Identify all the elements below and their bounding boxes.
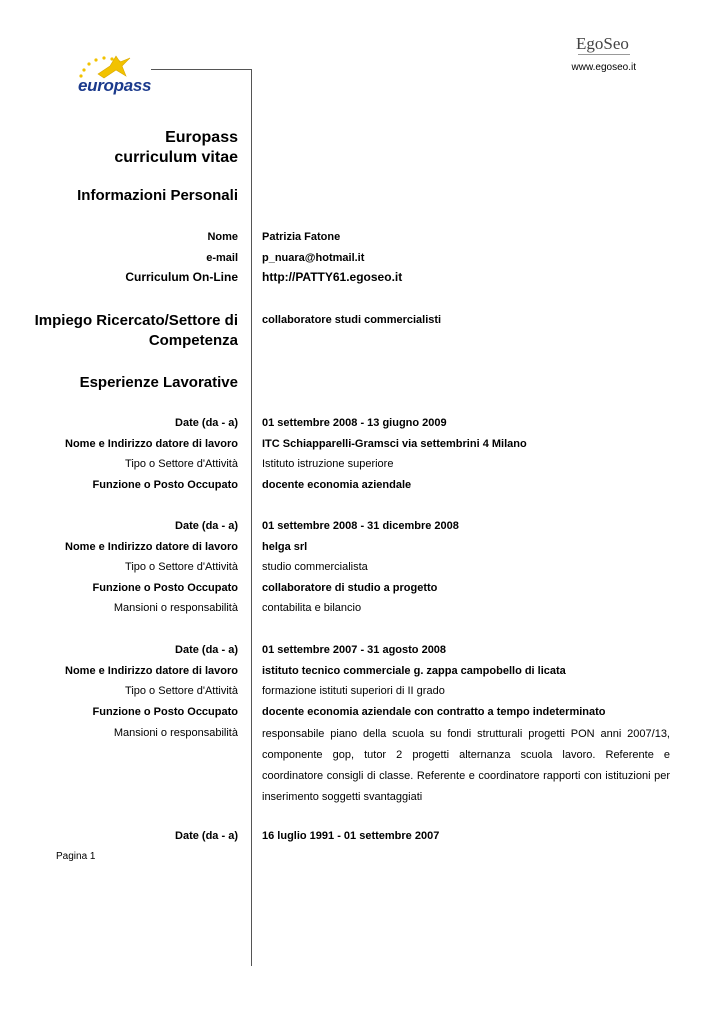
label-employer: Nome e Indirizzo datore di lavoro bbox=[65, 665, 238, 677]
section-heading-experience: Esperienze Lavorative bbox=[79, 374, 238, 391]
label-curriculum-online: Curriculum On-Line bbox=[125, 270, 238, 284]
entry-duties: contabilita e bilancio bbox=[262, 602, 362, 614]
value-curriculum-online[interactable]: http://PATTY61.egoseo.it bbox=[262, 270, 403, 284]
egoseo-logo bbox=[572, 30, 636, 58]
egoseo-underline bbox=[578, 54, 630, 55]
page-title-line1: Europass bbox=[165, 129, 238, 146]
label-sector: Tipo o Settore d'Attività bbox=[125, 458, 238, 470]
label-sector: Tipo o Settore d'Attività bbox=[125, 685, 238, 697]
entry-dates: 01 settembre 2008 - 31 dicembre 2008 bbox=[262, 520, 459, 532]
label-position: Funzione o Posto Occupato bbox=[92, 706, 238, 718]
header-divider bbox=[151, 69, 252, 70]
label-dates: Date (da - a) bbox=[175, 417, 238, 429]
page-title-line2: curriculum vitae bbox=[114, 149, 238, 166]
entry-employer: helga srl bbox=[262, 541, 308, 553]
label-sector: Tipo o Settore d'Attività bbox=[125, 561, 238, 573]
label-job-sought-line2: Competenza bbox=[148, 332, 238, 349]
site-url[interactable]: www.egoseo.it bbox=[571, 62, 636, 73]
column-divider bbox=[251, 70, 252, 966]
value-email[interactable]: p_nuara@hotmail.it bbox=[262, 252, 365, 264]
entry-duties: responsabile piano della scuola su fondi strutturali progetti PON anni 2007/13, componente gop, tutor 2 progetti alternanza scuola lavoro. Referente e coordinatore consigli di classe. Referente e coordinatore rapporti con istituzioni per inserimento soggetti svantaggiati bbox=[262, 728, 670, 803]
label-job-sought-line1: Impiego Ricercato/Settore di bbox=[34, 312, 238, 329]
section-heading-personal: Informazioni Personali bbox=[77, 187, 238, 204]
entry-sector: formazione istituti superiori di II grado bbox=[262, 685, 445, 697]
label-position: Funzione o Posto Occupato bbox=[92, 582, 238, 594]
entry-dates: 01 settembre 2007 - 31 agosto 2008 bbox=[262, 644, 447, 656]
page-number: Pagina 1 bbox=[56, 851, 96, 862]
egoseo-wordmark: EgoSeo bbox=[576, 34, 629, 53]
entry-dates: 01 settembre 2008 - 13 giugno 2009 bbox=[262, 417, 447, 429]
entry-sector: Istituto istruzione superiore bbox=[262, 458, 394, 470]
entry-dates: 16 luglio 1991 - 01 settembre 2007 bbox=[262, 830, 440, 842]
entry-employer: istituto tecnico commerciale g. zappa campobello di licata bbox=[262, 665, 566, 677]
label-employer: Nome e Indirizzo datore di lavoro bbox=[65, 438, 238, 450]
europass-logo bbox=[70, 52, 160, 100]
entry-position: docente economia aziendale bbox=[262, 479, 412, 491]
entry-employer: ITC Schiapparelli-Gramsci via settembrini 4 Milano bbox=[262, 438, 527, 450]
europass-wordmark: europass bbox=[78, 76, 152, 95]
label-employer: Nome e Indirizzo datore di lavoro bbox=[65, 541, 238, 553]
value-name: Patrizia Fatone bbox=[262, 231, 341, 243]
label-dates: Date (da - a) bbox=[175, 644, 238, 656]
value-job-sought: collaboratore studi commercialisti bbox=[262, 314, 442, 326]
label-duties: Mansioni o responsabilità bbox=[113, 727, 238, 739]
label-dates: Date (da - a) bbox=[175, 830, 238, 842]
entry-position: collaboratore di studio a progetto bbox=[262, 582, 438, 594]
entry-sector: studio commercialista bbox=[262, 561, 368, 573]
label-name: Nome bbox=[207, 231, 238, 243]
label-email: e-mail bbox=[206, 252, 238, 264]
entry-position: docente economia aziendale con contratto a tempo indeterminato bbox=[262, 706, 606, 718]
label-position: Funzione o Posto Occupato bbox=[92, 479, 238, 491]
label-dates: Date (da - a) bbox=[175, 520, 238, 532]
label-duties: Mansioni o responsabilità bbox=[113, 602, 238, 614]
